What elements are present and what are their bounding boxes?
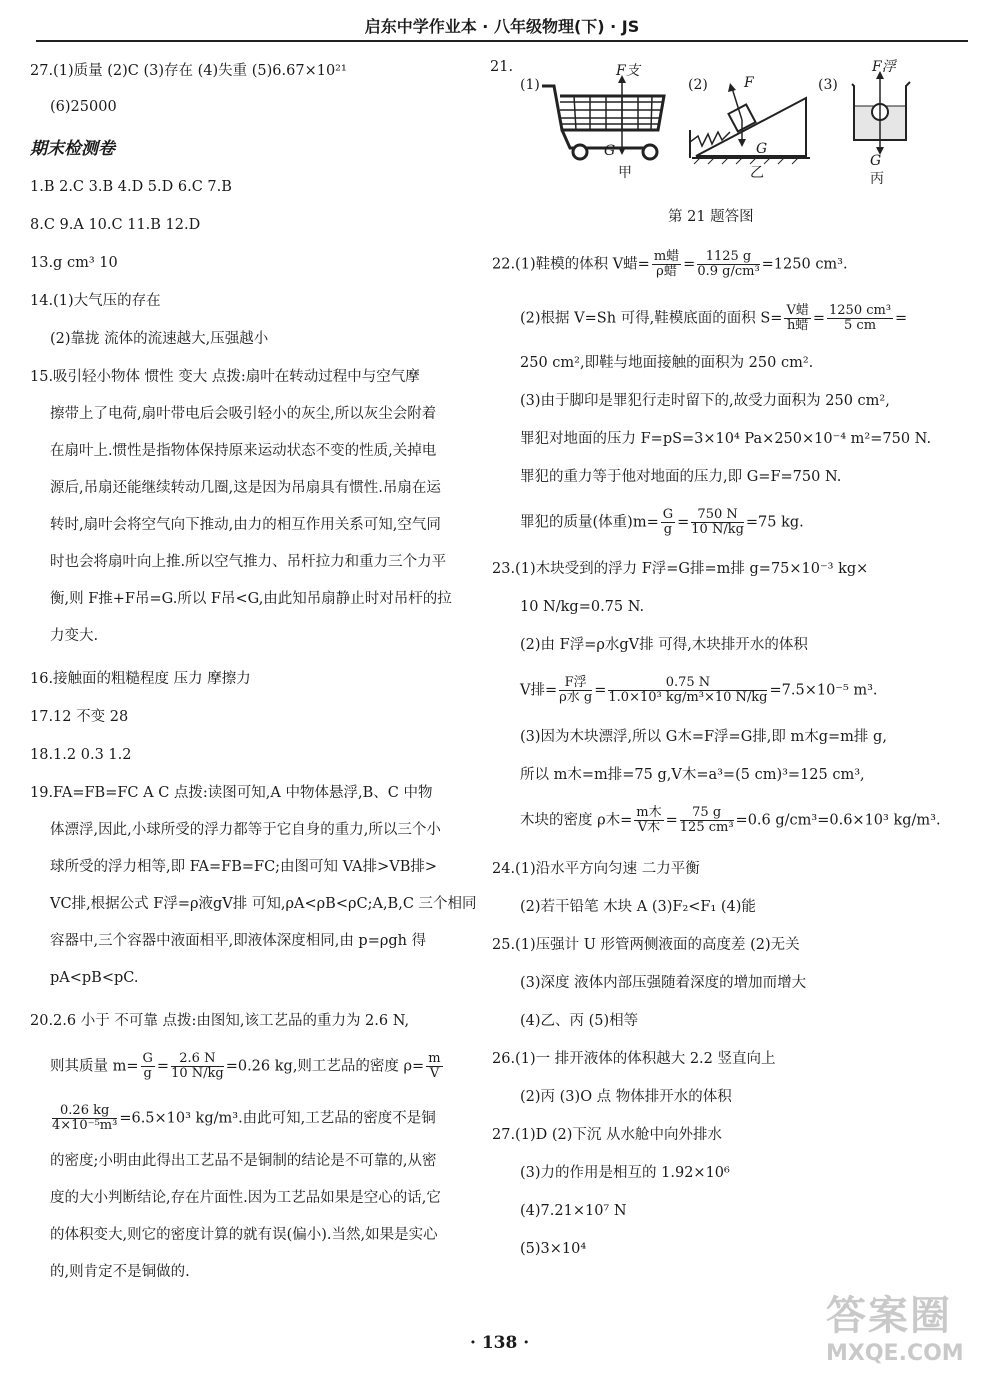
answer-23-volume: V排= $\frac{\text{F浮}}{\text{ρ水 g}}$ = $\frac{0.75 N}{\text{1.0×10³ kg/m³×10 N/kg}}$ =7.5×10⁻⁵ m³. <box>520 675 878 705</box>
answer-25-line: (4)乙、丙 (5)相等 <box>520 1013 639 1029</box>
fraction <box>608 676 767 705</box>
fraction <box>661 508 675 537</box>
answer-19-line: pA<pB<pC. <box>50 970 139 986</box>
answer-20-mass-line: 则其质量 m= $\frac{G}{g}$ = $\frac{2.6 N}{10 N/kg}$ =0.26 kg,则工艺品的密度 ρ= $\frac{m}{V}$ <box>50 1051 441 1081</box>
answer-25-line: (3)深度 液体内部压强随着深度的增加而增大 <box>520 975 807 991</box>
text: =6.5×10³ kg/m³.由此可知,工艺品的密度不是铜 <box>119 1110 436 1127</box>
text: 22.(1)鞋模的体积 V蜡= <box>492 256 650 273</box>
text: V排= <box>520 682 558 699</box>
answer-22-2: (2)根据 V=Sh 可得,鞋模底面的面积 S= $\frac{\text{V蜡}}{\text{h蜡}}$ = $\frac{\text{1250 cm³}}{5 cm}$ = <box>520 303 908 333</box>
answer-22-line: 罪犯的重力等于他对地面的压力,即 G=F=750 N. <box>520 469 842 485</box>
answer-20-line: 的密度;小明由此得出工艺品不是铜制的结论是不可靠的,从密 <box>50 1153 437 1169</box>
answer-27: 27.(1)质量 (2)C (3)存在 (4)失重 (5)6.67×10²¹ <box>30 63 347 79</box>
answer-23-line: 所以 m木=m排=75 g,V木=a³=(5 cm)³=125 cm³, <box>520 767 865 783</box>
answer-27-line: (5)3×10⁴ <box>520 1241 587 1257</box>
watermark-logo <box>826 1284 976 1364</box>
answer-23-line: 10 N/kg=0.75 N. <box>520 599 645 615</box>
answer-20-line: 的体积变大,则它的密度计算的就有误(偏小).当然,如果是实心 <box>50 1227 438 1243</box>
answer-21: 21. <box>490 59 514 75</box>
fraction <box>141 1052 155 1081</box>
denominator: V <box>429 1066 440 1081</box>
fraction <box>680 806 734 835</box>
answer-20: 20.2.6 小于 不可靠 点拨:由图知,该工艺品的重力为 2.6 N, <box>30 1013 410 1029</box>
answer-15-line: 在扇叶上.惯性是指物体保持原来运动状态不变的性质,关掉电 <box>50 443 437 459</box>
numerator: 75 g <box>680 806 734 821</box>
numerator: G <box>142 1051 153 1066</box>
answer-19-line: 球所受的浮力相等,即 FA=FB=FC;由图可知 VA排>VB排> <box>50 859 438 875</box>
fraction <box>559 676 592 705</box>
fraction <box>652 250 681 279</box>
mc-answers-1: 1.B 2.C 3.B 4.D 5.D 6.C 7.B <box>30 179 232 195</box>
text: =1250 cm³. <box>761 256 848 273</box>
fig-label-2: (2) <box>688 77 708 93</box>
denominator: 125 cm³ <box>679 820 734 835</box>
force-label: F <box>744 75 754 91</box>
text: 则其质量 m= <box>50 1058 139 1075</box>
answer-15-line: 擦带上了电荷,扇叶带电后会吸引轻小的灰尘,所以灰尘会附着 <box>50 406 437 422</box>
numerator: 750 N <box>691 508 744 523</box>
numerator: F浮 <box>559 676 592 691</box>
answer-22-line: 250 cm²,即鞋与地面接触的面积为 250 cm². <box>520 355 814 371</box>
answer-14: 14.(1)大气压的存在 <box>30 293 161 309</box>
answer-15-line: 转时,扇叶会将空气向下推动,由力的相互作用关系可知,空气同 <box>50 517 441 533</box>
denominator: h蜡 <box>786 318 809 333</box>
denominator: 5 cm <box>844 318 877 333</box>
denominator: 10 N/kg <box>691 522 744 537</box>
answer-19-line: 容器中,三个容器中液面相平,即液体深度相同,由 p=ρgh 得 <box>50 933 427 949</box>
fraction <box>426 1052 442 1081</box>
numerator: 0.26 kg <box>52 1104 117 1119</box>
answer-13: 13.g cm³ 10 <box>30 255 118 271</box>
answer-16: 16.接触面的粗糙程度 压力 摩擦力 <box>30 671 251 687</box>
text: (2)根据 V=Sh 可得,鞋模底面的面积 S= <box>520 310 783 327</box>
answer-26-line: (2)丙 (3)O 点 物体排开水的体积 <box>520 1089 732 1105</box>
answer-26: 26.(1)一 排开液体的体积越大 2.2 竖直向上 <box>492 1051 776 1067</box>
answer-27: 27.(1)D (2)下沉 从水舱中向外排水 <box>492 1127 722 1143</box>
denominator: 4×10⁻⁵m³ <box>52 1118 118 1133</box>
page-number: · 138 · <box>470 1333 530 1353</box>
buoyancy-label: F浮 <box>872 59 896 75</box>
watermark-url: MXQE.COM <box>826 1341 964 1366</box>
denominator: ρ蜡 <box>656 264 677 279</box>
answer-27-6: (6)25000 <box>50 99 117 115</box>
denominator: V木 <box>637 820 661 835</box>
denominator: 1.0×10³ kg/m³×10 N/kg <box>608 690 768 705</box>
answer-24: 24.(1)沿水平方向匀速 二力平衡 <box>492 861 700 877</box>
answer-14-2: (2)靠拢 流体的流速越大,压强越小 <box>50 331 269 347</box>
answer-19-line: VC排,根据公式 F浮=ρ液gV排 可知,ρA<ρB<ρC;A,B,C 三个相同 <box>50 896 477 912</box>
text: =7.5×10⁻⁵ m³. <box>769 682 878 699</box>
mc-answers-2: 8.C 9.A 10.C 11.B 12.D <box>30 217 201 233</box>
fraction <box>697 250 759 279</box>
numerator: m木 <box>636 805 662 820</box>
answer-22-mass: 罪犯的质量(体重)m= $\frac{G}{g}$ = $\frac{750 N}{10 N/kg}$ =75 kg. <box>520 507 804 537</box>
answer-27-line: (4)7.21×10⁷ N <box>520 1203 627 1219</box>
gravity-label: G <box>870 153 882 169</box>
watermark-text: 答案圈 <box>826 1293 952 1339</box>
answer-27-line: (3)力的作用是相互的 1.92×10⁶ <box>520 1165 730 1181</box>
text: =0.6 g/cm³=0.6×10³ kg/m³. <box>735 812 941 829</box>
numerator: 0.75 N <box>608 676 767 691</box>
answer-20-density-line <box>30 1104 436 1133</box>
answer-22-line: (3)由于脚印是罪犯行走时留下的,故受力面积为 250 cm², <box>520 393 890 409</box>
denominator: 10 N/kg <box>171 1066 224 1081</box>
fraction <box>691 508 744 537</box>
answer-15: 15.吸引轻小物体 惯性 变大 点拨:扇叶在转动过程中与空气摩 <box>30 369 420 385</box>
fig-label-1: (1) <box>520 77 540 93</box>
answer-23-line: (3)因为木块漂浮,所以 G木=F浮=G排,即 m木g=m排 g, <box>520 729 887 745</box>
fig-label-3: (3) <box>818 77 838 93</box>
answer-23-density: 木块的密度 ρ木= $\frac{\text{m木}}{\text{V木}}$ = $\frac{75 g}{\text{125 cm³}}$ =0.6 g/cm³=0.6×10³ kg/m³. <box>520 805 941 835</box>
fig-name-jia: 甲 <box>618 165 632 181</box>
answer-17: 17.12 不变 28 <box>30 709 129 725</box>
denominator: g <box>143 1066 152 1081</box>
fraction <box>784 304 810 333</box>
answer-18: 18.1.2 0.3 1.2 <box>30 747 132 763</box>
answer-15-line: 时也会将扇叶向上推.所以空气推力、吊杆拉力和重力三个力平 <box>50 554 447 570</box>
gravity-label: G <box>756 141 768 157</box>
figure-caption: 第 21 题答图 <box>668 209 754 225</box>
answer-15-line: 源后,吊扇还能继续转动几圈,这是因为吊扇具有惯性.吊扇在运 <box>50 480 441 496</box>
denominator: g <box>663 522 673 537</box>
answer-22: 22.(1)鞋模的体积 V蜡= $\frac{\text{m蜡}}{\text{ρ蜡}}$ = $\frac{1125 g}{\text{0.9 g/cm³}}$ =1250 cm³. <box>492 249 848 279</box>
text: =75 kg. <box>745 514 804 531</box>
page-header: 启东中学作业本 · 八年级物理(下) · JS <box>36 14 968 42</box>
answer-15-line: 衡,则 F推+F吊=G.所以 F吊<G,由此知吊扇静止时对吊杆的拉 <box>50 591 452 607</box>
answer-20-line: 度的大小判断结论,存在片面性.因为工艺品如果是空心的话,它 <box>50 1190 441 1206</box>
numerator: m <box>428 1051 441 1066</box>
answer-19-line: 体漂浮,因此,小球所受的浮力都等于它自身的重力,所以三个小 <box>50 822 441 838</box>
text: 罪犯的质量(体重)m= <box>520 514 659 531</box>
answer-20-line: 的,则肯定不是铜做的. <box>50 1264 190 1280</box>
answer-15-line: 力变大. <box>50 628 99 644</box>
force-support-label: F支 <box>616 63 640 79</box>
answer-25: 25.(1)压强计 U 形管两侧液面的高度差 (2)无关 <box>492 937 800 953</box>
denominator: 0.9 g/cm³ <box>697 264 760 279</box>
answer-24-line: (2)若干铅笔 木块 A (3)F₂<F₁ (4)能 <box>520 899 756 915</box>
fig-name-yi: 乙 <box>750 165 764 181</box>
numerator: G <box>662 507 674 522</box>
numerator: m蜡 <box>653 249 680 264</box>
fig-name-bing: 丙 <box>870 171 884 187</box>
text: 木块的密度 ρ木= <box>520 812 633 829</box>
fraction <box>827 304 893 333</box>
numerator: V蜡 <box>786 303 809 318</box>
denominator: ρ水 g <box>559 690 593 705</box>
text: =0.26 kg,则工艺品的密度 ρ= <box>225 1058 425 1075</box>
fraction <box>52 1104 117 1133</box>
section-title: 期末检测卷 <box>30 139 115 159</box>
beaker-figure <box>846 62 916 166</box>
gravity-label: G <box>604 143 616 159</box>
answer-23-line: (2)由 F浮=ρ水gV排 可得,木块排开水的体积 <box>520 637 808 653</box>
answer-23: 23.(1)木块受到的浮力 F浮=G排=m排 g=75×10⁻³ kg× <box>492 561 869 577</box>
numerator: 1125 g <box>697 250 759 265</box>
answer-22-line: 罪犯对地面的压力 F=pS=3×10⁴ Pa×250×10⁻⁴ m²=750 N. <box>520 431 932 447</box>
fraction <box>634 806 663 835</box>
answer-19: 19.FA=FB=FC A C 点拨:读图可知,A 中物体悬浮,B、C 中物 <box>30 785 433 801</box>
numerator: 2.6 N <box>171 1052 224 1067</box>
fraction <box>171 1052 224 1081</box>
numerator: 1250 cm³ <box>829 303 892 318</box>
